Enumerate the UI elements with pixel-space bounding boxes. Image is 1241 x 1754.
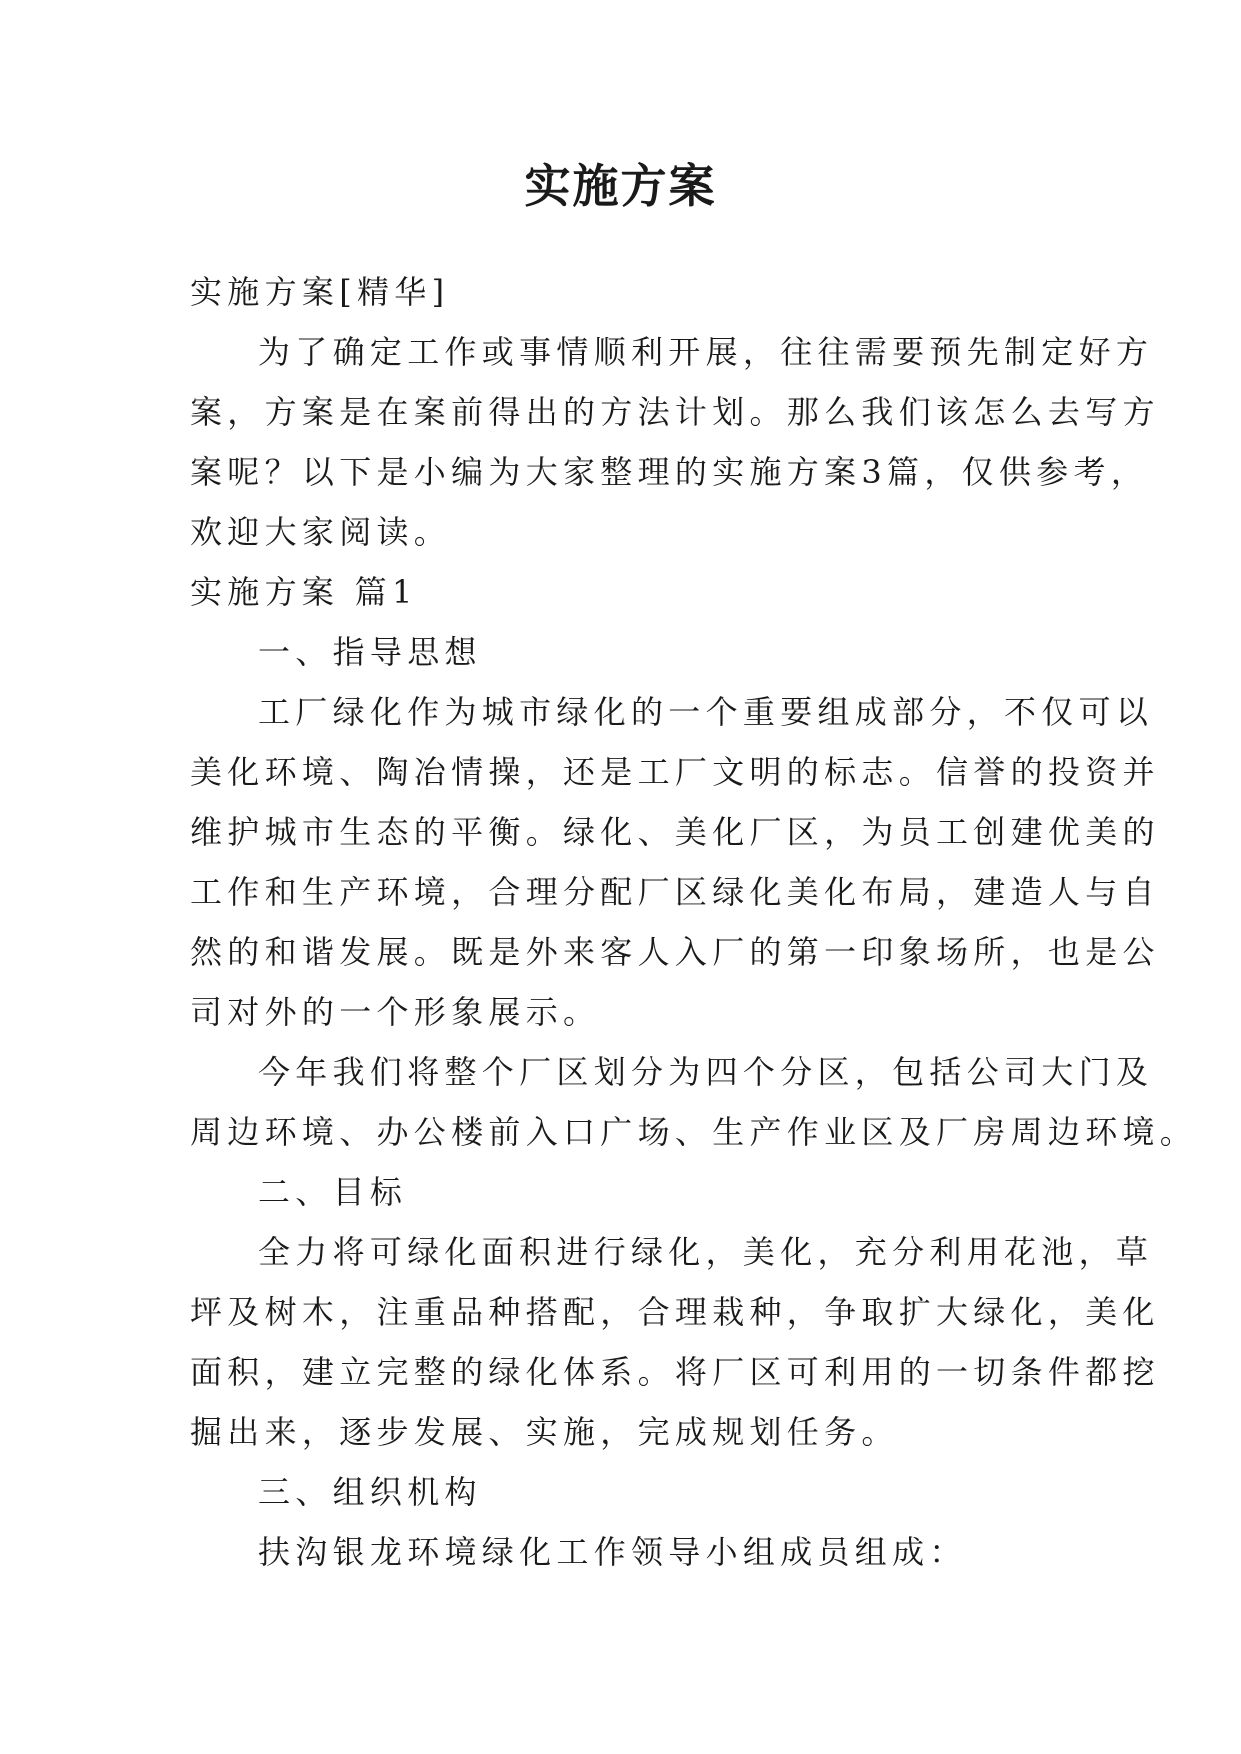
paragraph-line: 三、组织机构 bbox=[258, 1473, 482, 1511]
paragraph-line: 掘出来，逐步发展、实施，完成规划任务。 bbox=[190, 1413, 899, 1451]
paragraph-line: 坪及树木，注重品种搭配，合理栽种，争取扩大绿化，美化 bbox=[190, 1293, 1160, 1331]
paragraph-line: 面积，建立完整的绿化体系。将厂区可利用的一切条件都挖 bbox=[190, 1353, 1160, 1391]
paragraph-line: 然的和谐发展。既是外来客人入厂的第一印象场所，也是公 bbox=[190, 933, 1160, 971]
paragraph-line: 美化环境、陶冶情操，还是工厂文明的标志。信誉的投资并 bbox=[190, 753, 1160, 791]
document-body bbox=[190, 262, 1198, 1582]
paragraph-line: 欢迎大家阅读。 bbox=[190, 513, 452, 551]
paragraph-line: 今年我们将整个厂区划分为四个分区，包括公司大门及 bbox=[258, 1053, 1154, 1091]
paragraph-line: 周边环境、办公楼前入口广场、生产作业区及厂房周边环境。 bbox=[190, 1113, 1198, 1151]
paragraph-line: 二、目标 bbox=[258, 1173, 408, 1211]
paragraph-line: 全力将可绿化面积进行绿化，美化，充分利用花池，草 bbox=[258, 1233, 1154, 1271]
paragraph-line: 案呢？以下是小编为大家整理的实施方案3篇，仅供参考， bbox=[190, 453, 1149, 491]
paragraph-line: 扶沟银龙环境绿化工作领导小组成员组成： bbox=[258, 1533, 967, 1571]
paragraph-line: 一、指导思想 bbox=[258, 633, 482, 671]
paragraph-line: 司对外的一个形象展示。 bbox=[190, 993, 601, 1031]
paragraph-line: 实施方案 篇1 bbox=[190, 573, 418, 611]
paragraph-line: 维护城市生态的平衡。绿化、美化厂区，为员工创建优美的 bbox=[190, 813, 1160, 851]
paragraph-line: 工厂绿化作为城市绿化的一个重要组成部分，不仅可以 bbox=[258, 693, 1154, 731]
paragraph-line: 工作和生产环境，合理分配厂区绿化美化布局，建造人与自 bbox=[190, 873, 1160, 911]
paragraph-line: 实施方案[精华] bbox=[190, 273, 450, 311]
paragraph-line: 案，方案是在案前得出的方法计划。那么我们该怎么去写方 bbox=[190, 393, 1160, 431]
paragraph-line: 为了确定工作或事情顺利开展，往往需要预先制定好方 bbox=[258, 333, 1154, 371]
document-title: 实施方案 bbox=[524, 159, 717, 213]
